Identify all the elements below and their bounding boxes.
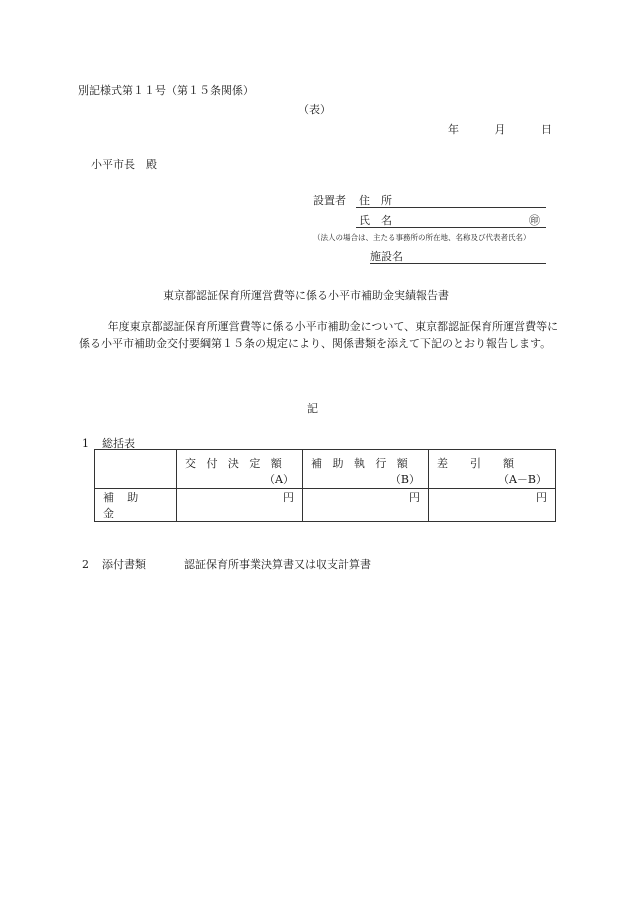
section2-line [82,556,371,572]
addressee: 小平市長 殿 [91,158,157,171]
table-header-cell [177,450,303,489]
summary-table [94,449,556,522]
address-field[interactable] [356,192,546,208]
name-label: 氏 名 [359,214,392,227]
table-header-cell [303,450,429,489]
section2-content: 認証保育所事業決算書又は収支計算書 [184,558,371,571]
date-day-label: 日 [541,123,552,136]
amount-diff-cell[interactable] [429,489,556,522]
col-b-sub: （B） [389,473,420,486]
amount-a-cell[interactable] [177,489,303,522]
amount-b-cell[interactable] [303,489,429,522]
yen-unit: 円 [283,491,294,504]
table-header-row [95,450,556,489]
date-line [448,121,552,137]
facility-field[interactable] [370,248,546,264]
table-row [95,489,556,522]
body-paragraph: 年度東京都認証保育所運営費等に係る小平市補助金について、東京都認証保育所運営費等に係る小平市補助金交付要綱第１５条の規定により、関係書類を添えて下記のとおり報告します。 [79,320,559,350]
yen-unit: 円 [536,491,547,504]
corporate-note: （法人の場合は、主たる事務所の所在地、名称及び代表者氏名） [313,233,531,242]
facility-label: 施設名 [370,250,403,263]
section1-title: 総括表 [102,437,135,450]
date-year-label: 年 [448,123,459,136]
col-diff-sub: （A－B） [497,473,547,486]
document-title: 東京都認証保育所運営費等に係る小平市補助金実績報告書 [163,289,449,302]
row-label-subsidy: 補助金 [95,489,177,522]
date-month-label: 月 [494,123,506,136]
table-header-empty [95,450,177,489]
table-header-cell [429,450,556,489]
seal-mark: ㊞ [529,214,540,227]
name-field[interactable] [356,212,546,228]
yen-unit: 円 [409,491,420,504]
section2-number: 2 [82,558,89,571]
ki-heading: 記 [307,402,318,415]
applicant-label: 設置者 [313,194,346,207]
col-a-sub: （A） [264,473,294,486]
form-number: 別記様式第１１号（第１５条関係） [78,84,254,97]
section2-title: 添付書類 [102,558,146,571]
side-label: （表） [298,103,331,116]
body-text [79,318,559,352]
col-a-title: 交付決定額 [185,457,293,470]
col-diff-title: 差 引 額 [437,457,514,470]
address-label: 住 所 [359,194,392,207]
section1-number: 1 [82,437,89,450]
col-b-title: 補助執行額 [311,457,419,470]
